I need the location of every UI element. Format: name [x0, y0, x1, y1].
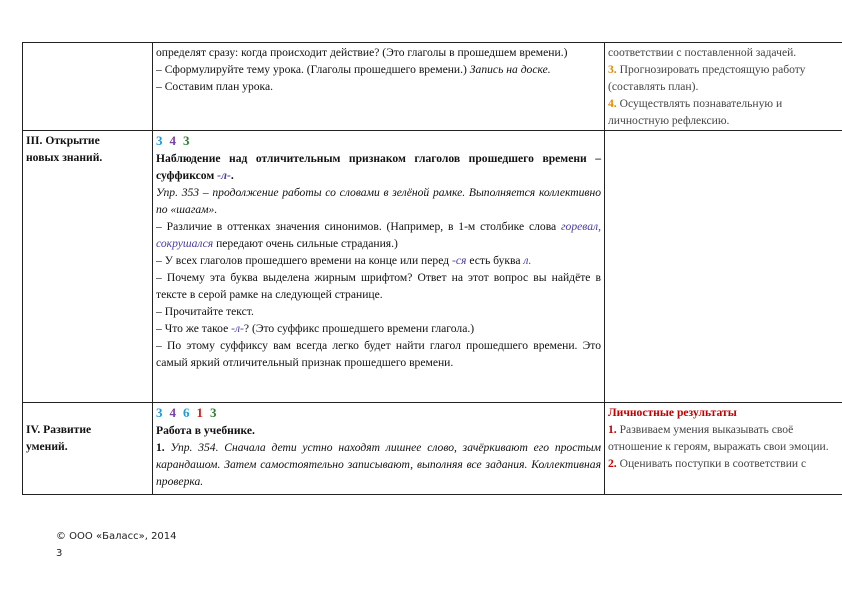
activity-cell — [153, 403, 605, 495]
board-note: Запись на доске. — [469, 63, 551, 76]
activity-line: – Прочитайте текст. — [156, 305, 254, 318]
page-number: 3 — [56, 548, 63, 559]
stage-title: новых знаний. — [26, 151, 103, 164]
result-number: 3. — [608, 63, 617, 76]
activity-line: – Сформулируйте тему урока. (Глаголы прошедшего времени.) Запись на доске. — [156, 63, 551, 76]
uud-number: 3 — [156, 405, 163, 420]
uud-numbers — [156, 132, 601, 150]
uud-number: 4 — [169, 133, 176, 148]
activity-line: 1. Упр. 354. Сначала дети устно находят лишнее слово, зачёркивают его простым карандашом. Затем самостоятельно записывают, выполняя все задания. Коллективная проверка. — [156, 441, 601, 488]
section-heading: Работа в учебнике. — [156, 424, 255, 437]
result-item — [608, 455, 839, 472]
stage-title: IV. Развитие — [26, 423, 92, 436]
letter-mark: л. — [523, 254, 532, 267]
copyright-footer: © ООО «Баласс», 2014 — [56, 531, 177, 542]
suffix-mark: -л- — [231, 322, 244, 335]
result-item — [608, 421, 839, 455]
result-text: Оценивать поступки в соответствии с — [619, 457, 807, 470]
stage-title: III. Открытие — [26, 134, 100, 147]
suffix-mark: -ся — [452, 254, 467, 267]
activity-cell — [153, 131, 605, 403]
result-text: соответствии с поставленной задачей. — [608, 46, 797, 59]
results-cell — [605, 403, 842, 495]
result-number: 4. — [608, 97, 617, 110]
table-row — [23, 43, 842, 131]
stage-cell — [23, 131, 153, 403]
table-row — [23, 403, 842, 495]
result-number: 2. — [608, 457, 617, 470]
stage-cell — [23, 43, 153, 131]
activity-line: – У всех глаголов прошедшего времени на конце или перед -ся есть буква л. — [156, 254, 532, 267]
uud-number: 6 — [183, 405, 190, 420]
uud-number: 4 — [169, 405, 176, 420]
activity-line: – Различие в оттенках значения синонимов. (Например, в 1-м столбике слова горевал, сокрушался передают очень сильные страдания.) — [156, 220, 601, 250]
stage-title: умений. — [26, 440, 68, 453]
results-cell — [605, 131, 842, 403]
uud-number: 3 — [210, 405, 217, 420]
result-text: Осуществлять познавательную и личностную рефлексию. — [608, 97, 783, 127]
result-item — [608, 95, 839, 129]
result-text: Развиваем умения выказывать своё отношение к героям, выражать свои эмоции. — [608, 423, 829, 453]
activity-cell — [153, 43, 605, 131]
activity-line: определят сразу: когда происходит действие? (Это глаголы в прошедшем времени.) — [156, 46, 568, 59]
result-number: 1. — [608, 423, 617, 436]
uud-number: 3 — [183, 133, 190, 148]
section-heading: Наблюдение над отличительным признаком глаголов прошедшего времени – суффиксом -л-. — [156, 152, 601, 182]
table-row — [23, 131, 842, 403]
suffix-mark: -л- — [217, 169, 231, 182]
stage-cell — [23, 403, 153, 495]
exercise-note: Упр. 353 – продолжение работы со словами в зелёной рамке. Выполняется коллективно по «шагам». — [156, 186, 601, 216]
item-number: 1. — [156, 441, 165, 454]
result-text: Прогнозировать предстоящую работу (составлять план). — [608, 63, 806, 93]
lesson-table — [22, 42, 842, 495]
results-cell — [605, 43, 842, 131]
results-title: Личностные результаты — [608, 406, 737, 419]
result-item — [608, 61, 839, 95]
activity-line: – Составим план урока. — [156, 80, 274, 93]
activity-line: – По этому суффиксу вам всегда легко будет найти глагол прошедшего времени. Это самый яркий отличительный признак прошедшего времени. — [156, 339, 601, 369]
activity-line: – Почему эта буква выделена жирным шрифтом? Ответ на этот вопрос вы найдёте в тексте в серой рамке на следующей странице. — [156, 271, 601, 301]
example-word: сокрушался — [156, 237, 214, 250]
uud-number: 1 — [196, 405, 203, 420]
uud-numbers — [156, 404, 601, 422]
activity-line: – Что же такое -л-? (Это суффикс прошедшего времени глагола.) — [156, 322, 475, 335]
example-word: горевал, — [561, 220, 601, 233]
uud-number: 3 — [156, 133, 163, 148]
